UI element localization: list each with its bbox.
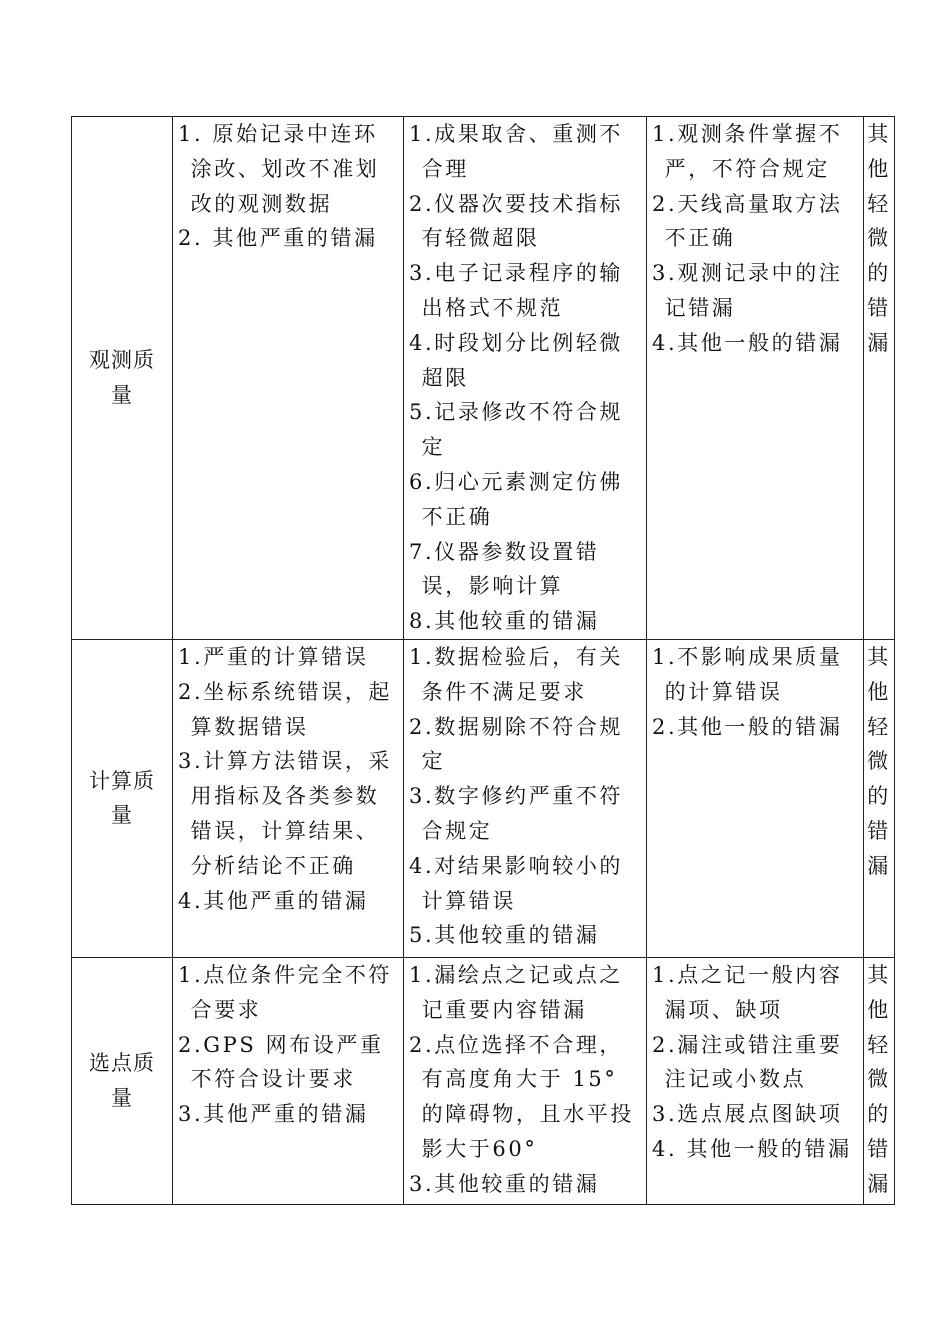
category-cell: 观测质量 (72, 117, 173, 640)
serious-defects-cell: 1.点位条件完全不符合要求 2.GPS 网布设严重不符合设计要求 3.其他严重的错漏 (173, 957, 404, 1204)
minor-defects-cell: 其他轻微的错漏 (864, 639, 895, 957)
general-defects-cell: 1.不影响成果质量的计算错误 2.其他一般的错漏 (647, 639, 864, 957)
table-row (72, 117, 895, 640)
major-defects-cell: 1.漏绘点之记或点之记重要内容错漏 2.点位选择不合理，有高度角大于 15°的障碍物，且水平投影大于60° 3.其他较重的错漏 (404, 957, 647, 1204)
serious-defects-cell: 1. 原始记录中连环涂改、划改不准划改的观测数据 2. 其他严重的错漏 (173, 117, 404, 640)
general-defects-cell: 1.点之记一般内容漏项、缺项 2.漏注或错注重要注记或小数点 3.选点展点图缺项 4. 其他一般的错漏 (647, 957, 864, 1204)
quality-table (71, 116, 895, 1205)
major-defects-cell: 1.数据检验后，有关条件不满足要求 2.数据剔除不符合规定 3.数字修约严重不符合规定 4.对结果影响较小的计算错误 5.其他较重的错漏 (404, 639, 647, 957)
minor-defects-cell: 其他轻微的错漏 (864, 957, 895, 1204)
general-defects-cell: 1.观测条件掌握不严，不符合规定 2.天线高量取方法不正确 3.观测记录中的注记错漏 4.其他一般的错漏 (647, 117, 864, 640)
table-row (72, 639, 895, 957)
serious-defects-cell: 1.严重的计算错误 2.坐标系统错误，起算数据错误 3.计算方法错误，采用指标及各类参数错误，计算结果、分析结论不正确 4.其他严重的错漏 (173, 639, 404, 957)
table-row (72, 957, 895, 1204)
category-cell: 计算质量 (72, 639, 173, 957)
category-cell: 选点质量 (72, 957, 173, 1204)
major-defects-cell: 1.成果取舍、重测不合理 2.仪器次要技术指标有轻微超限 3.电子记录程序的输出格式不规范 4.时段划分比例轻微超限 5.记录修改不符合规定 6.归心元素测定仿佛不正确 7.仪器参数设置错误，影响计算 8.其他较重的错漏 (404, 117, 647, 640)
minor-defects-cell: 其他轻微的错漏 (864, 117, 895, 640)
